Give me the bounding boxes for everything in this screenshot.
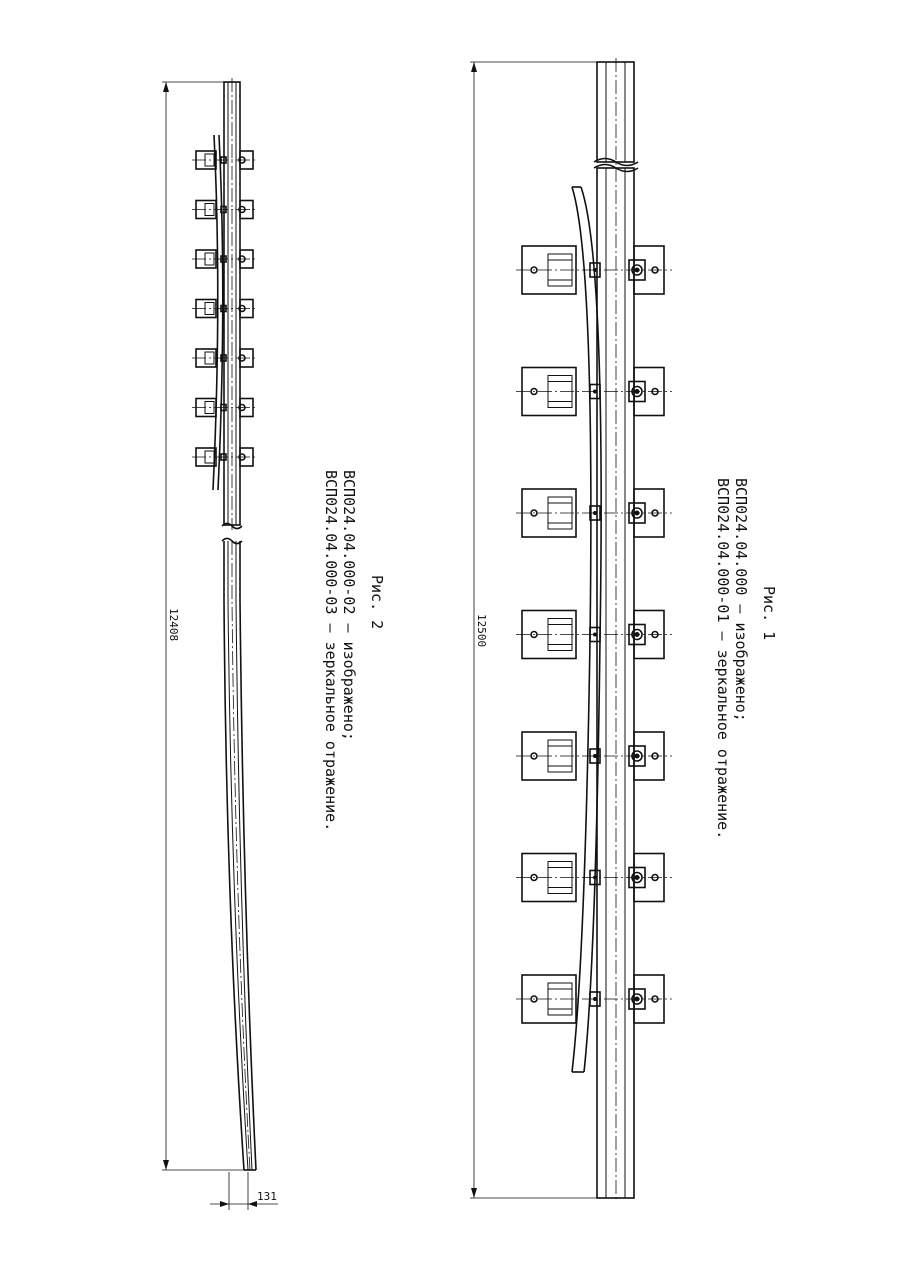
caption-figure-2 (322, 470, 386, 831)
figure-2-title: Рис. 2 (368, 575, 386, 630)
guard-rail-left-fig2-inner (218, 135, 223, 490)
caption-figure-1 (714, 478, 778, 839)
clamp-assembly-fig1 (516, 732, 672, 780)
clamp-assembly-fig2 (192, 300, 258, 318)
figure-2-line-2: ВСП024.04.000-03 – зеркальное отражение. (322, 470, 340, 832)
dimension-12408-label: 12408 (167, 608, 180, 642)
clamp-assembly-fig2 (192, 201, 258, 219)
clamp-assembly-fig2 (192, 399, 258, 417)
dimension-12500-label: 12500 (475, 614, 488, 648)
figure-2-drawing (162, 78, 386, 1210)
clamp-assembly-fig1 (516, 611, 672, 659)
clamp-assembly-fig1 (516, 368, 672, 416)
figure-1-title: Рис. 1 (760, 586, 778, 641)
clamp-assembly-fig1 (516, 975, 672, 1023)
switch-blade-outer (572, 187, 591, 1072)
clamp-assembly-fig1 (516, 489, 672, 537)
figure-1-drawing (470, 58, 778, 1200)
rail-top-piece (597, 58, 634, 165)
clamp-assembly-fig2 (192, 448, 258, 466)
clamp-assembly-fig1 (516, 246, 672, 294)
dimension-12408 (162, 82, 246, 1170)
rail-main-fig1 (597, 168, 634, 1200)
rail-upper-segment (224, 78, 240, 530)
switch-blade-inner (581, 187, 601, 1072)
dimension-12500 (470, 62, 599, 1198)
clamp-assembly-fig2 (192, 250, 258, 268)
rail-lower-curved (224, 541, 256, 1170)
figure-1-line-2: ВСП024.04.000-01 – зеркальное отражение. (714, 478, 732, 840)
dimension-131-label: 131 (257, 1190, 277, 1203)
clamp-assembly-fig2 (192, 349, 258, 367)
clamp-assembly-fig2 (192, 151, 258, 169)
figure-1-line-1: ВСП024.04.000 – изображено; (732, 478, 750, 722)
figure-2-line-1: ВСП024.04.000-02 – изображено; (340, 470, 358, 741)
clamp-group-fig2 (192, 151, 258, 466)
dimension-131 (210, 1172, 278, 1210)
